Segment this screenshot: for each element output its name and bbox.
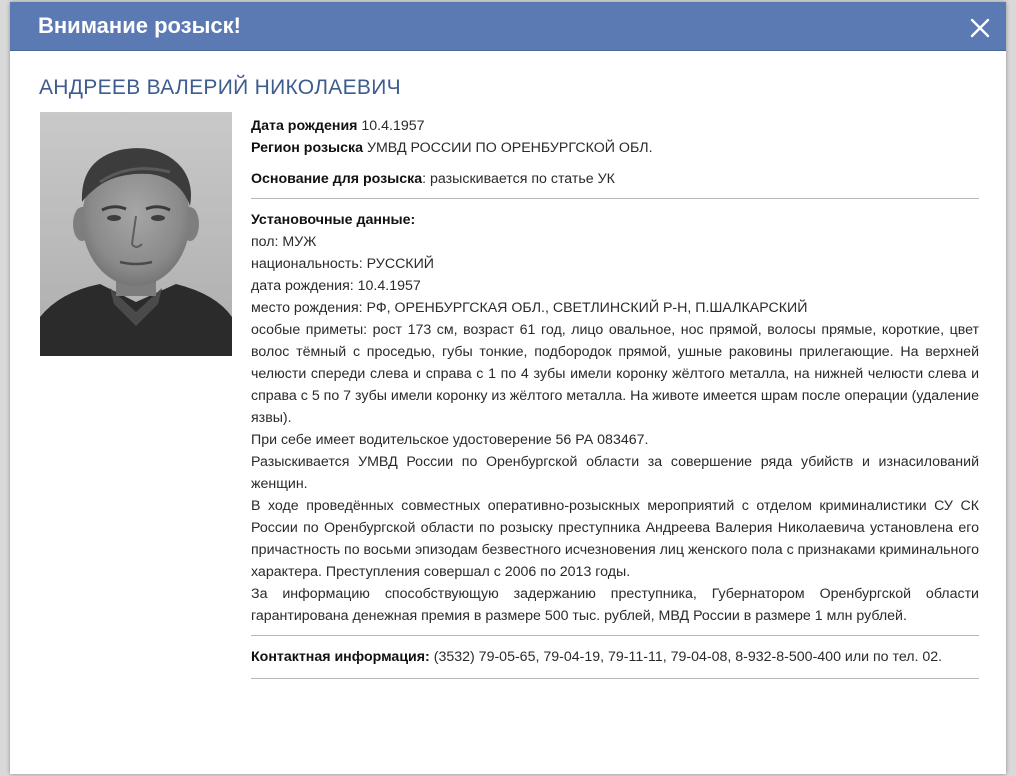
basis-row <box>251 168 979 190</box>
dialog-title: Внимание розыск! <box>38 13 241 38</box>
dob-detail-row: дата рождения: 10.4.1957 <box>251 278 421 294</box>
dob-label: Дата рождения <box>251 118 358 134</box>
license-paragraph: При себе имеет водительское удостоверение 56 РА 083467. <box>251 432 649 448</box>
dob-value: 10.4.1957 <box>361 118 425 134</box>
birthplace-row: место рождения: РФ, ОРЕНБУРГСКАЯ ОБЛ., СВЕТЛИНСКИЙ Р-Н, П.ШАЛКАРСКИЙ <box>251 300 808 316</box>
divider <box>251 678 979 679</box>
close-icon[interactable] <box>968 16 992 40</box>
wanted-dialog <box>10 2 1006 774</box>
basis-label: Основание для розыска <box>251 171 423 187</box>
nationality-row: национальность: РУССКИЙ <box>251 256 434 272</box>
dob-row <box>251 115 979 137</box>
reward-paragraph: За информацию способствующую задержанию преступника, Губернатором Оренбургской области гарантирована денежная премия в размере 500 тыс. рублей, МВД России в размере 1 млн рублей. <box>251 586 979 624</box>
region-row <box>251 137 979 159</box>
region-label: Регион розыска <box>251 140 364 156</box>
investigation-paragraph: В ходе проведённых совместных оперативно-розыскных мероприятий с отделом криминалистики СУ СК России по Оренбургской области по розыску преступника Андреева Валерия Николаевича установлена его причастность по восьми эпизодам безвестного исчезновения лиц женского пола с признаками криминального характера. Преступления совершал с 2006 по 2013 годы. <box>251 498 979 580</box>
contact-label: Контактная информация: <box>251 649 430 665</box>
person-details <box>251 115 979 679</box>
details-heading <box>251 209 979 231</box>
person-name: АНДРЕЕВ ВАЛЕРИЙ НИКОЛАЕВИЧ <box>39 76 401 99</box>
person-photo <box>40 112 232 356</box>
contact-row <box>251 646 979 668</box>
contact-value: (3532) 79-05-65, 79-04-19, 79-11-11, 79-04-08, 8-932-8-500-400 или по тел. 02. <box>429 649 943 665</box>
features-row: особые приметы: рост 173 см, возраст 61 год, лицо овальное, нос прямой, волосы прямые, короткие, цвет волос тёмный с проседью, губы тонкие, подбородок прямой, ушные раковины прилегающие. На верхней челюсти спереди слева и справа с 1 по 4 зубы имели коронку жёлтого металла, на нижней челюсти слева и справа с 5 по 7 зубы имели коронку из жёлтого металла. На животе имеется шрам после операции (удаление язвы). <box>251 322 979 426</box>
sex-row: пол: МУЖ <box>251 234 317 250</box>
wanted-reason-paragraph: Разыскивается УМВД России по Оренбургской области за совершение ряда убийств и изнасилований женщин. <box>251 454 979 492</box>
region-value: УМВД РОССИИ ПО ОРЕНБУРГСКОЙ ОБЛ. <box>366 140 653 156</box>
details-heading-text: Установочные данные: <box>251 212 416 228</box>
basis-value: : разыскивается по статье УК <box>422 171 615 187</box>
dialog-titlebar <box>10 2 1006 51</box>
